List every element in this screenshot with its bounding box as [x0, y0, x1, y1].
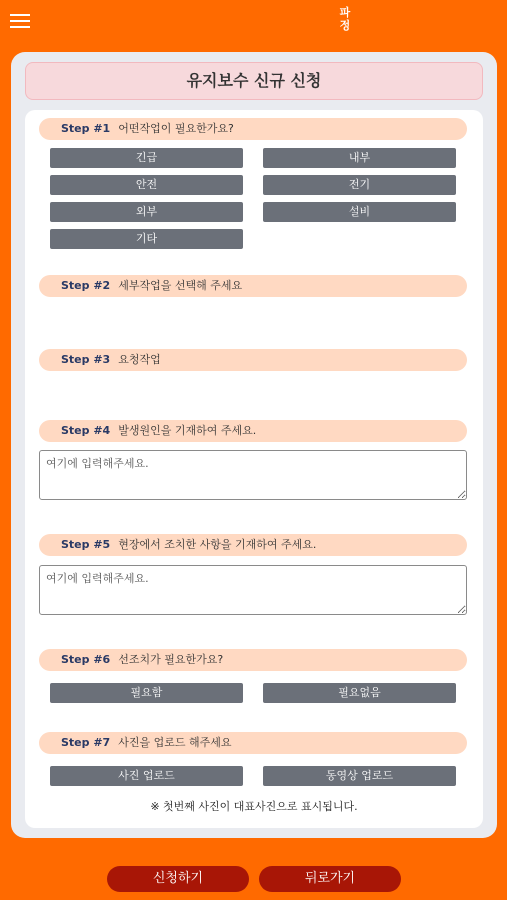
- step-4-number: Step #4: [61, 424, 111, 437]
- step-6-header: [39, 649, 467, 671]
- upload-video-button[interactable]: 동영상 업로드: [263, 766, 456, 786]
- step-5-label: 현장에서 조치한 사항을 기재하여 주세요.: [118, 538, 317, 551]
- work-type-electric-button[interactable]: 전기: [263, 175, 456, 195]
- step-3-number: Step #3: [61, 353, 111, 366]
- work-type-external-button[interactable]: 외부: [50, 202, 243, 222]
- work-type-other-button[interactable]: 기타: [50, 229, 243, 249]
- step-3-header: [39, 349, 467, 371]
- back-button[interactable]: 뒤로가기: [259, 866, 401, 892]
- step-3-label: 요청작업: [118, 353, 161, 366]
- work-type-facility-button[interactable]: 설비: [263, 202, 456, 222]
- page-title: 유지보수 신규 신청: [25, 62, 483, 100]
- upload-photo-button[interactable]: 사진 업로드: [50, 766, 243, 786]
- form-body: [25, 110, 483, 828]
- photo-note: ※ 첫번째 사진이 대표사진으로 표시됩니다.: [150, 800, 358, 813]
- step-4-header: [39, 420, 467, 442]
- work-type-urgent-button[interactable]: 긴급: [50, 148, 243, 168]
- step-6-number: Step #6: [61, 653, 111, 666]
- work-type-safety-button[interactable]: 안전: [50, 175, 243, 195]
- action-textarea[interactable]: [39, 565, 467, 615]
- cause-textarea[interactable]: [39, 450, 467, 500]
- step-1-header: [39, 118, 467, 140]
- step-7-label: 사진을 업로드 해주세요: [118, 736, 232, 749]
- step-2-header: [39, 275, 467, 297]
- step-7-header: [39, 732, 467, 754]
- step-7-number: Step #7: [61, 736, 111, 749]
- app-logo: [336, 6, 354, 34]
- step-6-label: 선조치가 필요한가요?: [118, 653, 224, 666]
- step-1-number: Step #1: [61, 122, 111, 135]
- submit-button[interactable]: 신청하기: [107, 866, 249, 892]
- step-5-number: Step #5: [61, 538, 111, 551]
- step-5-header: [39, 534, 467, 556]
- precheck-not-needed-button[interactable]: 필요없음: [263, 683, 456, 703]
- precheck-needed-button[interactable]: 필요함: [50, 683, 243, 703]
- top-bar: [0, 0, 507, 44]
- step-1-label: 어떤작업이 필요한가요?: [118, 122, 234, 135]
- work-type-internal-button[interactable]: 내부: [263, 148, 456, 168]
- step-2-number: Step #2: [61, 279, 111, 292]
- step-4-label: 발생원인을 기재하여 주세요.: [118, 424, 257, 437]
- logo-line-2: 정: [339, 19, 351, 32]
- form-panel: [11, 52, 497, 838]
- logo-line-1: 파: [339, 6, 351, 19]
- step-2-label: 세부작업을 선택해 주세요: [118, 279, 243, 292]
- hamburger-menu-icon[interactable]: [10, 14, 30, 28]
